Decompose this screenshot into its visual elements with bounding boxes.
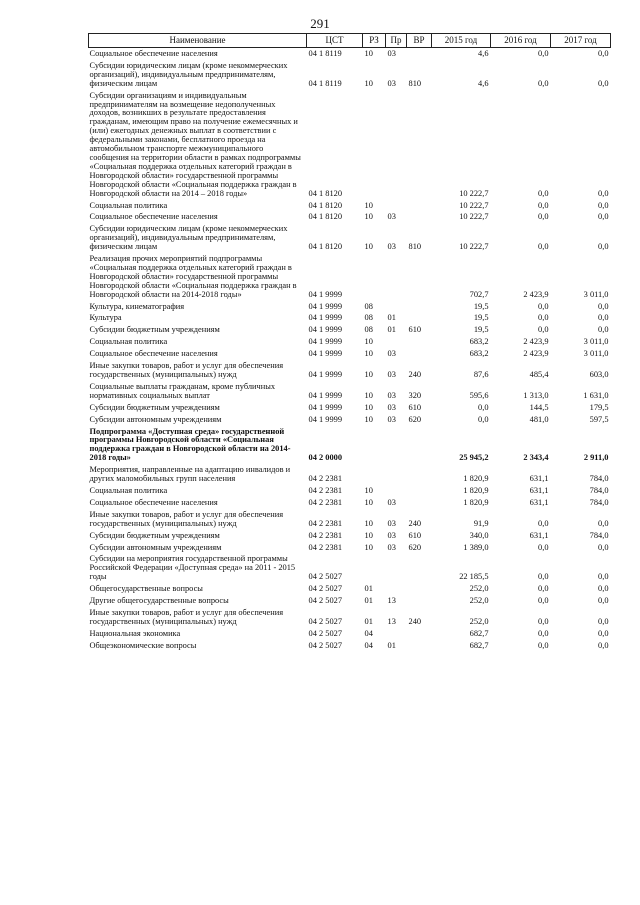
cell-cst: 04 2 5027 xyxy=(308,572,342,582)
cell-rz xyxy=(363,90,386,200)
cell-name: Общеэкономические вопросы xyxy=(89,640,197,650)
cell-2015: 252,0 xyxy=(469,616,489,626)
cell-name: Субсидии юридическим лицам (кроме некоммерческих организаций), индивидуальным предпринимателям, физическим лицам xyxy=(89,224,288,252)
cell-name: Культура, кинематография xyxy=(89,301,185,311)
cell-2017: 0,0 xyxy=(598,640,609,650)
cell-rz: 10 xyxy=(364,485,373,495)
cell-vr: 240 xyxy=(408,616,422,626)
cell-2016: 2 423,9 xyxy=(523,337,549,347)
cell-cst: 04 2 5027 xyxy=(308,616,342,626)
cell-name: Подпрограмма «Доступная среда» государственной программы Новгородской области «Социальная поддержка граждан в Новгородской области на 2014-2018 годы» xyxy=(89,426,291,463)
cell-vr xyxy=(407,485,432,497)
cell-2017: 3 011,0 xyxy=(583,337,609,347)
cell-cst: 04 2 2381 xyxy=(308,474,342,484)
table-row xyxy=(89,360,611,381)
cell-pr: 03 xyxy=(387,518,396,528)
header-rz: РЗ xyxy=(363,34,386,48)
cell-rz: 10 xyxy=(364,370,373,379)
cell-2016: 0,0 xyxy=(538,572,549,582)
cell-2017: 0,0 xyxy=(598,242,609,252)
cell-name: Социальная политика xyxy=(89,200,168,210)
cell-cst: 04 2 2381 xyxy=(308,530,342,540)
cell-2016: 631,1 xyxy=(529,530,549,540)
cell-pr xyxy=(386,253,407,301)
cell-2015: 19,5 xyxy=(473,313,489,323)
cell-2017: 0,0 xyxy=(598,301,609,311)
cell-cst: 04 1 8120 xyxy=(308,212,342,222)
cell-cst: 04 1 9999 xyxy=(308,301,342,311)
cell-2015: 87,6 xyxy=(473,370,489,379)
cell-pr: 03 xyxy=(387,390,396,400)
cell-pr xyxy=(386,464,407,485)
cell-2015: 340,0 xyxy=(469,530,489,540)
table-row xyxy=(89,509,611,530)
cell-rz: 10 xyxy=(364,530,373,540)
cell-pr: 03 xyxy=(387,212,396,222)
table-row xyxy=(89,253,611,301)
cell-rz xyxy=(363,553,386,583)
cell-vr: 610 xyxy=(408,530,422,540)
cell-2015: 19,5 xyxy=(473,325,489,335)
cell-pr xyxy=(386,200,407,212)
cell-cst: 04 1 9999 xyxy=(308,402,342,412)
cell-rz: 10 xyxy=(364,497,373,507)
cell-2017: 1 631,0 xyxy=(583,390,609,400)
cell-cst: 04 1 8120 xyxy=(308,188,342,198)
cell-vr xyxy=(407,497,432,509)
cell-2017: 0,0 xyxy=(598,325,609,335)
cell-2017: 2 911,0 xyxy=(583,453,609,463)
cell-pr xyxy=(386,336,407,348)
table-row xyxy=(89,464,611,485)
cell-2017: 0,0 xyxy=(598,49,609,58)
cell-cst: 04 2 2381 xyxy=(308,542,342,552)
cell-2017: 0,0 xyxy=(598,572,609,582)
cell-vr xyxy=(407,464,432,485)
cell-2015: 91,9 xyxy=(473,518,489,528)
cell-rz: 01 xyxy=(364,584,373,594)
cell-name: Субсидии бюджетным учреждениям xyxy=(89,402,220,412)
cell-2016: 0,0 xyxy=(538,301,549,311)
cell-rz: 04 xyxy=(364,640,373,650)
cell-rz xyxy=(363,253,386,301)
cell-pr: 13 xyxy=(387,616,396,626)
cell-pr: 03 xyxy=(387,414,396,424)
cell-cst: 04 1 8120 xyxy=(308,242,342,252)
cell-pr: 01 xyxy=(387,325,396,335)
cell-rz xyxy=(363,464,386,485)
cell-pr xyxy=(386,583,407,595)
cell-rz: 10 xyxy=(364,78,373,88)
cell-name: Национальная экономика xyxy=(89,628,181,638)
cell-2016: 631,1 xyxy=(529,497,549,507)
cell-2015: 10 222,7 xyxy=(459,242,489,252)
cell-pr xyxy=(386,426,407,465)
cell-2015: 22 185,5 xyxy=(459,572,489,582)
cell-rz: 10 xyxy=(364,542,373,552)
table-row xyxy=(89,223,611,253)
cell-pr: 03 xyxy=(387,78,396,88)
cell-vr xyxy=(407,426,432,465)
cell-vr xyxy=(407,583,432,595)
cell-name: Социальное обеспечение населения xyxy=(89,497,218,507)
cell-cst: 04 1 9999 xyxy=(308,313,342,323)
cell-pr: 03 xyxy=(387,497,396,507)
cell-cst: 04 2 2381 xyxy=(308,485,342,495)
cell-2015: 702,7 xyxy=(469,289,489,299)
cell-2016: 0,0 xyxy=(538,200,549,210)
cell-pr xyxy=(386,485,407,497)
table-row xyxy=(89,324,611,336)
cell-vr: 620 xyxy=(408,542,422,552)
header-pr: Пр xyxy=(386,34,407,48)
table-row xyxy=(89,497,611,509)
cell-name: Субсидии юридическим лицам (кроме некоммерческих организаций), индивидуальным предпринимателям, физическим лицам xyxy=(89,60,288,88)
cell-rz: 10 xyxy=(364,390,373,400)
header-2015: 2015 год xyxy=(432,34,491,48)
table-row xyxy=(89,485,611,497)
cell-rz: 10 xyxy=(364,49,373,58)
cell-2015: 10 222,7 xyxy=(459,188,489,198)
cell-rz: 10 xyxy=(364,200,373,210)
cell-cst: 04 1 9999 xyxy=(308,325,342,335)
table-row xyxy=(89,90,611,200)
cell-2015: 0,0 xyxy=(478,402,489,412)
cell-vr xyxy=(407,48,432,60)
cell-rz: 08 xyxy=(364,301,373,311)
budget-table xyxy=(88,33,611,652)
cell-2017: 0,0 xyxy=(598,628,609,638)
cell-2017: 784,0 xyxy=(589,485,609,495)
cell-vr xyxy=(407,312,432,324)
cell-2015: 252,0 xyxy=(469,584,489,594)
cell-vr xyxy=(407,553,432,583)
cell-name: Социальное обеспечение населения xyxy=(89,49,218,58)
cell-2017: 0,0 xyxy=(598,584,609,594)
cell-2015: 252,0 xyxy=(469,596,489,606)
table-row xyxy=(89,381,611,402)
cell-pr: 13 xyxy=(387,596,396,606)
cell-2017: 3 011,0 xyxy=(583,349,609,359)
table-row xyxy=(89,426,611,465)
cell-2016: 0,0 xyxy=(538,640,549,650)
cell-name: Субсидии автономным учреждениям xyxy=(89,542,222,552)
cell-2016: 0,0 xyxy=(538,313,549,323)
cell-2017: 0,0 xyxy=(598,200,609,210)
page-number: 291 xyxy=(310,16,330,31)
cell-2017: 0,0 xyxy=(598,596,609,606)
cell-cst: 04 2 2381 xyxy=(308,497,342,507)
table-row xyxy=(89,607,611,628)
table-row xyxy=(89,595,611,607)
cell-2016: 1 313,0 xyxy=(523,390,549,400)
table-row xyxy=(89,211,611,223)
cell-2015: 682,7 xyxy=(469,640,489,650)
cell-vr: 240 xyxy=(408,518,422,528)
cell-2015: 0,0 xyxy=(478,414,489,424)
cell-2017: 0,0 xyxy=(598,518,609,528)
cell-vr xyxy=(407,640,432,652)
cell-vr: 240 xyxy=(408,370,422,379)
cell-2017: 784,0 xyxy=(589,530,609,540)
cell-rz: 10 xyxy=(364,349,373,359)
cell-2017: 784,0 xyxy=(589,474,609,484)
cell-name: Иные закупки товаров, работ и услуг для обеспечения государственных (муниципальных) нужд xyxy=(89,361,284,379)
cell-2016: 0,0 xyxy=(538,542,549,552)
cell-2016: 485,4 xyxy=(529,370,549,379)
cell-pr xyxy=(386,90,407,200)
cell-pr: 03 xyxy=(387,530,396,540)
header-vr: ВР xyxy=(407,34,432,48)
cell-pr: 01 xyxy=(387,313,396,323)
cell-2015: 1 820,9 xyxy=(463,497,489,507)
table-row xyxy=(89,542,611,554)
cell-2015: 10 222,7 xyxy=(459,212,489,222)
cell-2015: 25 945,2 xyxy=(459,453,489,463)
cell-name: Субсидии бюджетным учреждениям xyxy=(89,325,220,335)
header-2017: 2017 год xyxy=(551,34,611,48)
cell-cst: 04 1 9999 xyxy=(308,370,342,379)
cell-name: Субсидии организациям и индивидуальным предпринимателям на возмещение недополученных доходов, возникших в результате предоставления гражданам, имеющим право на получение ежемесячных и (или) ежегодных денежных выплат в соответствии с федеральными законами, бесплатного проезда на автомобильном транспорте межмуниципального сообщения на территории области в рамках подпрограммы «Социальная поддержка отдельных категорий граждан в Новгородской области» государственной программы Новгородской области «Социальная поддержка граждан в Новгородской области на 2014 – 2018 годы» xyxy=(89,90,301,198)
cell-2017: 784,0 xyxy=(589,497,609,507)
cell-cst: 04 1 9999 xyxy=(308,289,342,299)
cell-cst: 04 1 9999 xyxy=(308,349,342,359)
cell-name: Мероприятия, направленные на адаптацию инвалидов и других маломобильных групп населения xyxy=(89,465,291,484)
cell-name: Субсидии автономным учреждениям xyxy=(89,414,222,424)
cell-name: Социальное обеспечение населения xyxy=(89,349,218,359)
cell-2015: 4,6 xyxy=(478,78,489,88)
cell-name: Другие общегосударственные вопросы xyxy=(89,596,229,606)
cell-pr: 03 xyxy=(387,542,396,552)
cell-vr: 620 xyxy=(408,414,422,424)
cell-2016: 481,0 xyxy=(529,414,549,424)
cell-vr: 810 xyxy=(408,78,422,88)
cell-vr xyxy=(407,253,432,301)
cell-2017: 0,0 xyxy=(598,542,609,552)
cell-2017: 597,5 xyxy=(589,414,609,424)
cell-name: Социальная политика xyxy=(89,337,168,347)
cell-2015: 19,5 xyxy=(473,301,489,311)
cell-cst: 04 1 9999 xyxy=(308,337,342,347)
cell-name: Субсидии бюджетным учреждениям xyxy=(89,530,220,540)
cell-2016: 631,1 xyxy=(529,485,549,495)
cell-2017: 3 011,0 xyxy=(583,289,609,299)
cell-vr xyxy=(407,301,432,313)
cell-cst: 04 1 8119 xyxy=(308,49,342,58)
cell-name: Иные закупки товаров, работ и услуг для обеспечения государственных (муниципальных) нужд xyxy=(89,509,284,528)
cell-2016: 0,0 xyxy=(538,616,549,626)
cell-pr: 03 xyxy=(387,370,396,379)
cell-cst: 04 2 5027 xyxy=(308,640,342,650)
cell-pr: 01 xyxy=(387,640,396,650)
cell-pr: 03 xyxy=(387,402,396,412)
cell-pr xyxy=(386,301,407,313)
cell-vr: 610 xyxy=(408,325,422,335)
cell-2015: 682,7 xyxy=(469,628,489,638)
cell-rz: 10 xyxy=(364,414,373,424)
table-header xyxy=(89,34,611,48)
cell-2016: 0,0 xyxy=(538,628,549,638)
cell-2016: 0,0 xyxy=(538,78,549,88)
cell-name: Иные закупки товаров, работ и услуг для обеспечения государственных (муниципальных) нужд xyxy=(89,607,284,626)
cell-2017: 0,0 xyxy=(598,313,609,323)
cell-rz: 10 xyxy=(364,337,373,347)
cell-2016: 144,5 xyxy=(529,402,549,412)
table-row xyxy=(89,200,611,212)
cell-2017: 179,5 xyxy=(589,402,609,412)
cell-2017: 603,0 xyxy=(589,370,609,379)
cell-2015: 683,2 xyxy=(469,349,489,359)
header-cst: ЦСТ xyxy=(307,34,363,48)
cell-2017: 0,0 xyxy=(598,616,609,626)
cell-name: Субсидии на мероприятия государственной программы Российской Федерации «Доступная среда» на 2011 - 2015 годы xyxy=(89,554,296,582)
cell-vr xyxy=(407,336,432,348)
cell-vr xyxy=(407,595,432,607)
cell-rz: 04 xyxy=(364,628,373,638)
table-row xyxy=(89,312,611,324)
cell-2016: 2 423,9 xyxy=(523,349,549,359)
cell-rz xyxy=(363,426,386,465)
cell-vr xyxy=(407,211,432,223)
table-row xyxy=(89,640,611,652)
cell-2017: 0,0 xyxy=(598,188,609,198)
cell-2015: 683,2 xyxy=(469,337,489,347)
cell-rz: 01 xyxy=(364,616,373,626)
cell-2017: 0,0 xyxy=(598,212,609,222)
cell-2015: 1 820,9 xyxy=(463,485,489,495)
cell-2016: 2 423,9 xyxy=(523,289,549,299)
cell-cst: 04 2 5027 xyxy=(308,628,342,638)
table-row xyxy=(89,60,611,90)
cell-2016: 0,0 xyxy=(538,596,549,606)
cell-rz: 01 xyxy=(364,596,373,606)
cell-cst: 04 1 9999 xyxy=(308,390,342,400)
cell-name: Культура xyxy=(89,313,122,323)
cell-2016: 0,0 xyxy=(538,325,549,335)
cell-2016: 0,0 xyxy=(538,584,549,594)
cell-2016: 0,0 xyxy=(538,188,549,198)
cell-pr xyxy=(386,553,407,583)
cell-vr xyxy=(407,90,432,200)
cell-cst: 04 2 2381 xyxy=(308,518,342,528)
cell-2016: 0,0 xyxy=(538,518,549,528)
cell-name: Общегосударственные вопросы xyxy=(89,584,203,594)
cell-cst: 04 2 5027 xyxy=(308,584,342,594)
cell-cst: 04 2 5027 xyxy=(308,596,342,606)
cell-2016: 2 343,4 xyxy=(523,453,549,463)
cell-2017: 0,0 xyxy=(598,78,609,88)
cell-name: Социальная политика xyxy=(89,485,168,495)
table-body xyxy=(89,48,611,652)
table-row xyxy=(89,583,611,595)
cell-2016: 0,0 xyxy=(538,242,549,252)
table-row xyxy=(89,348,611,360)
table-row xyxy=(89,301,611,313)
cell-2015: 1 820,9 xyxy=(463,474,489,484)
cell-rz: 10 xyxy=(364,402,373,412)
cell-vr: 610 xyxy=(408,402,422,412)
cell-cst: 04 1 8119 xyxy=(308,78,342,88)
cell-name: Реализация прочих мероприятий подпрограммы «Социальная поддержка отдельных категорий граждан в Новгородской области» государственной программы Новгородской области «Социальная поддержка граждан в Новгородской области на 2014-2018 годы» xyxy=(89,254,297,299)
table-row xyxy=(89,336,611,348)
cell-name: Социальные выплаты гражданам, кроме публичных нормативных социальных выплат xyxy=(89,381,276,400)
cell-pr: 03 xyxy=(387,49,396,58)
cell-2016: 0,0 xyxy=(538,212,549,222)
table-row xyxy=(89,402,611,414)
cell-rz: 10 xyxy=(364,518,373,528)
cell-2015: 10 222,7 xyxy=(459,200,489,210)
cell-rz: 08 xyxy=(364,325,373,335)
cell-2015: 1 389,0 xyxy=(463,542,489,552)
cell-pr xyxy=(386,628,407,640)
cell-cst: 04 1 8120 xyxy=(308,200,342,210)
header-name: Наименование xyxy=(89,34,307,48)
cell-cst: 04 1 9999 xyxy=(308,414,342,424)
cell-name: Социальное обеспечение населения xyxy=(89,212,218,222)
cell-rz: 10 xyxy=(364,212,373,222)
cell-2015: 595,6 xyxy=(469,390,489,400)
cell-2016: 631,1 xyxy=(529,474,549,484)
cell-cst: 04 2 0000 xyxy=(308,453,342,463)
cell-vr xyxy=(407,200,432,212)
table-row xyxy=(89,530,611,542)
cell-rz: 08 xyxy=(364,313,373,323)
table-row xyxy=(89,414,611,426)
cell-vr xyxy=(407,348,432,360)
cell-vr: 810 xyxy=(408,242,422,252)
cell-pr: 03 xyxy=(387,242,396,252)
table-row xyxy=(89,628,611,640)
table-row xyxy=(89,553,611,583)
cell-vr: 320 xyxy=(408,390,422,400)
header-2016: 2016 год xyxy=(491,34,551,48)
cell-2016: 0,0 xyxy=(538,49,549,58)
cell-vr xyxy=(407,628,432,640)
cell-pr: 03 xyxy=(387,349,396,359)
table-row xyxy=(89,48,611,60)
cell-2015: 4,6 xyxy=(478,49,489,58)
cell-rz: 10 xyxy=(364,242,373,252)
